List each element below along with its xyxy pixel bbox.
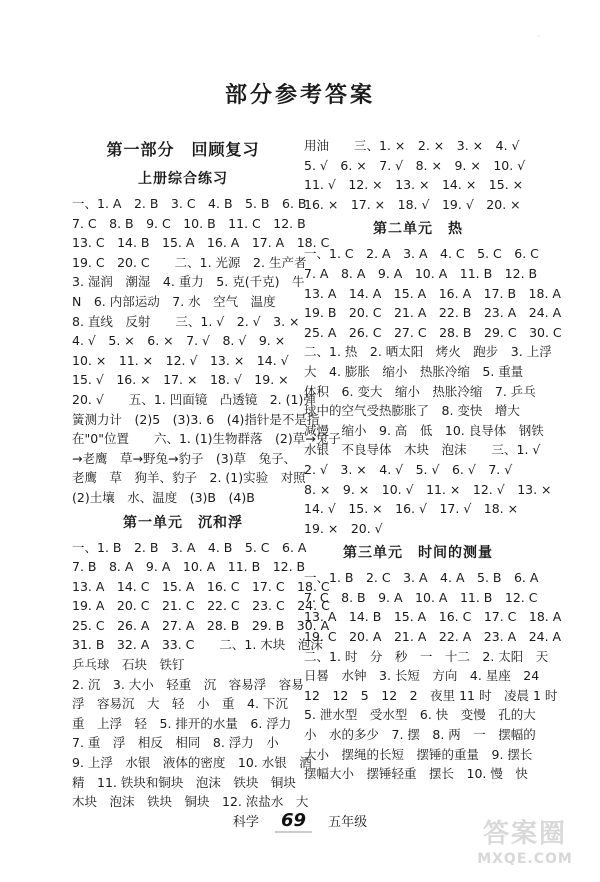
corner-mark: ·	[537, 32, 540, 41]
answer-line: 8. × 9. × 10. √ 11. × 12. √ 13. ×	[304, 481, 552, 497]
answer-line: 大 4. 膨胀 缩小 热胀冷缩 5. 重量	[304, 363, 524, 379]
watermark-logo	[460, 818, 590, 874]
answer-line: 在"0"位置 六、1. (1)生物群落 (2)草→兔子	[72, 431, 341, 447]
answer-line: 25. C 26. A 27. A 28. B 29. B 30. A	[72, 617, 330, 633]
answer-line: 19. × 20. √	[304, 520, 383, 536]
left-column	[72, 136, 341, 812]
answer-line: 25. A 26. C 27. C 28. B 29. C 30. C	[304, 324, 562, 340]
answer-line: →老鹰 草→野兔→豹子 (3)草 兔子、	[72, 450, 297, 466]
answer-line: 老鹰 草 狗羊、豹子 2. (1)实验 对照	[72, 470, 306, 486]
continued-answers	[304, 136, 532, 214]
footer-grade: 五年级	[328, 815, 368, 830]
watermark-text: 答案圈	[482, 819, 567, 849]
answer-line: 日晷 水钟 3. 长短 方向 4. 星座 24	[304, 668, 540, 684]
answer-line: 小 水的多少 7. 摆 8. 两 一 摆幅的	[304, 727, 536, 743]
answer-line: 7. 重 浮 相反 相同 8. 浮力 小	[72, 735, 279, 751]
section-title-review: 上册综合练习	[138, 171, 228, 187]
answer-line: 重 上浮 轻 5. 排开的水量 6. 浮力	[72, 715, 292, 731]
page-number: 69	[275, 810, 312, 833]
section-title-heat: 第二单元 热	[373, 221, 463, 238]
answer-line: 13. A 14. A 15. A 16. A 17. B 18. A	[304, 285, 561, 301]
answer-line: 2. 沉 3. 大小 轻重 沉 容易浮 容易	[72, 676, 304, 692]
section-review-body	[72, 194, 341, 508]
answer-line: 15. √ 16. × 17. × 18. √ 19. ×	[72, 372, 289, 388]
section-time-body	[304, 568, 562, 784]
answer-line: 13. A 14. B 15. A 16. C 17. C 18. A	[304, 609, 562, 625]
section-heat-body	[304, 244, 562, 538]
answer-line: 19. C 20. A 21. A 22. A 23. A 24. A	[304, 629, 562, 645]
watermark-url: MXQE.COM	[477, 851, 573, 867]
answer-line: 7. B 8. A 9. A 10. A 11. B 12. B	[72, 559, 306, 575]
answer-line: 体积 6. 变大 缩小 热胀冷缩 7. 乒乓	[304, 383, 536, 399]
answer-line: 13. A 14. C 15. A 16. C 17. C 18. C	[72, 578, 330, 594]
footer-subject: 科学	[232, 815, 259, 830]
answer-line: 簧测力计 (2)5 (3)3. 6 (4)指针是不是指	[72, 411, 320, 427]
answer-line: 大小 摆绳的长短 摆锤的重量 9. 摆长	[304, 746, 533, 762]
answer-line: 减慢 缩小 9. 高 低 10. 良导体 钢铁	[304, 422, 544, 438]
answer-line: 5. √ 6. × 7. √ 8. × 9. × 10. √	[304, 157, 526, 173]
answer-line: 一、1. A 2. B 3. C 4. B 5. B 6. B	[72, 196, 307, 211]
answer-line: 水银 不良导体 木块 泡沫 三、1. √	[304, 442, 541, 458]
answer-line: (2)土壤 水、温度 (3)B (4)B	[72, 489, 255, 505]
answer-line: 乒乓球 石块 铁钉	[72, 657, 185, 673]
answer-line: 用油 三、1. × 2. × 3. × 4. √	[304, 138, 520, 153]
answer-line: 3. 湿润 潮湿 4. 重力 5. 克(千克) 牛	[72, 274, 305, 290]
answer-line: 7. C 8. B 9. A 10. A 11. B 12. C	[304, 589, 538, 605]
answer-line: 摆幅大小 摆锤轻重 摆长 10. 慢 快	[304, 766, 528, 782]
answer-line: 19. A 20. C 21. C 22. C 23. C 24. C	[72, 598, 330, 614]
answer-line: 5. 泄水型 受水型 6. 快 变慢 孔的大	[304, 707, 536, 723]
part-title: 第一部分 回顾复习	[106, 140, 260, 159]
answer-line: 7. A 8. A 9. A 10. A 11. B 12. B	[304, 265, 538, 281]
answer-line: 16. × 17. × 18. √ 19. √ 20. ×	[304, 196, 521, 212]
answer-line: 二、1. 时 分 秒 一 十二 2. 太阳 天	[304, 648, 549, 664]
answer-line: 精 11. 铁块和铜块 泡沫 铁块 铜块	[72, 774, 296, 790]
answer-line: 10. × 11. × 12. √ 13. × 14. √	[72, 352, 289, 368]
section-title-sink-float: 第一单元 沉和浮	[123, 514, 243, 531]
answer-line: 浮 容易沉 大 轻 小 重 4. 下沉	[72, 696, 288, 712]
page-title: 部分参考答案	[224, 83, 375, 108]
answer-line: 13. C 14. B 15. A 16. A 17. A 18. C	[72, 235, 330, 251]
answer-line: 二、1. 热 2. 晒太阳 烤火 跑步 3. 上浮	[304, 344, 552, 360]
answer-line: 球中的空气受热膨胀了 8. 变快 增大	[304, 403, 520, 419]
answer-line: 31. B 32. A 33. C 二、1. 木块 泡沫	[72, 637, 323, 653]
answer-line: 20. √ 五、1. 凹面镜 凸透镜 2. (1)弹	[72, 391, 316, 407]
answer-line: 19. C 20. C 二、1. 光源 2. 生产者	[72, 254, 307, 270]
answer-line: 4. √ 5. × 6. × 7. √ 8. √ 9. ×	[72, 333, 286, 349]
answer-line: 14. √ 15. × 16. √ 17. √ 18. ×	[304, 501, 519, 517]
answer-line: N 6. 内部运动 7. 水 空气 温度	[72, 293, 276, 309]
answer-line: 9. 上浮 水银 液体的密度 10. 水银 酒	[72, 755, 312, 771]
answer-line: 12 12 5 12 2 夜里 11 时 凌晨 1 时	[304, 687, 558, 703]
answer-line: 一、1. B 2. C 3. A 4. A 5. B 6. A	[304, 570, 539, 586]
answer-line: 木块 泡沫 铁块 铜块 12. 浓盐水 大	[72, 794, 309, 810]
answer-line: 7. C 8. B 9. C 10. B 11. C 12. B	[72, 215, 306, 231]
answer-line: 8. 直线 反射 三、1. √ 2. √ 3. ×	[72, 313, 300, 329]
section-sink-float-body	[72, 538, 330, 812]
answer-line: 一、1. B 2. B 3. A 4. B 5. C 6. A	[72, 539, 307, 555]
answer-line: 11. √ 12. × 13. × 14. × 15. ×	[304, 177, 524, 193]
section-title-time: 第三单元 时间的测量	[343, 545, 493, 562]
right-column	[304, 136, 562, 784]
answer-line: 2. √ 3. × 4. √ 5. √ 6. √ 7. √	[304, 461, 513, 477]
answer-line: 一、1. C 2. A 3. A 4. C 5. C 6. C	[304, 246, 539, 262]
answer-line: 19. B 20. C 21. A 22. B 23. A 24. A	[304, 305, 562, 321]
